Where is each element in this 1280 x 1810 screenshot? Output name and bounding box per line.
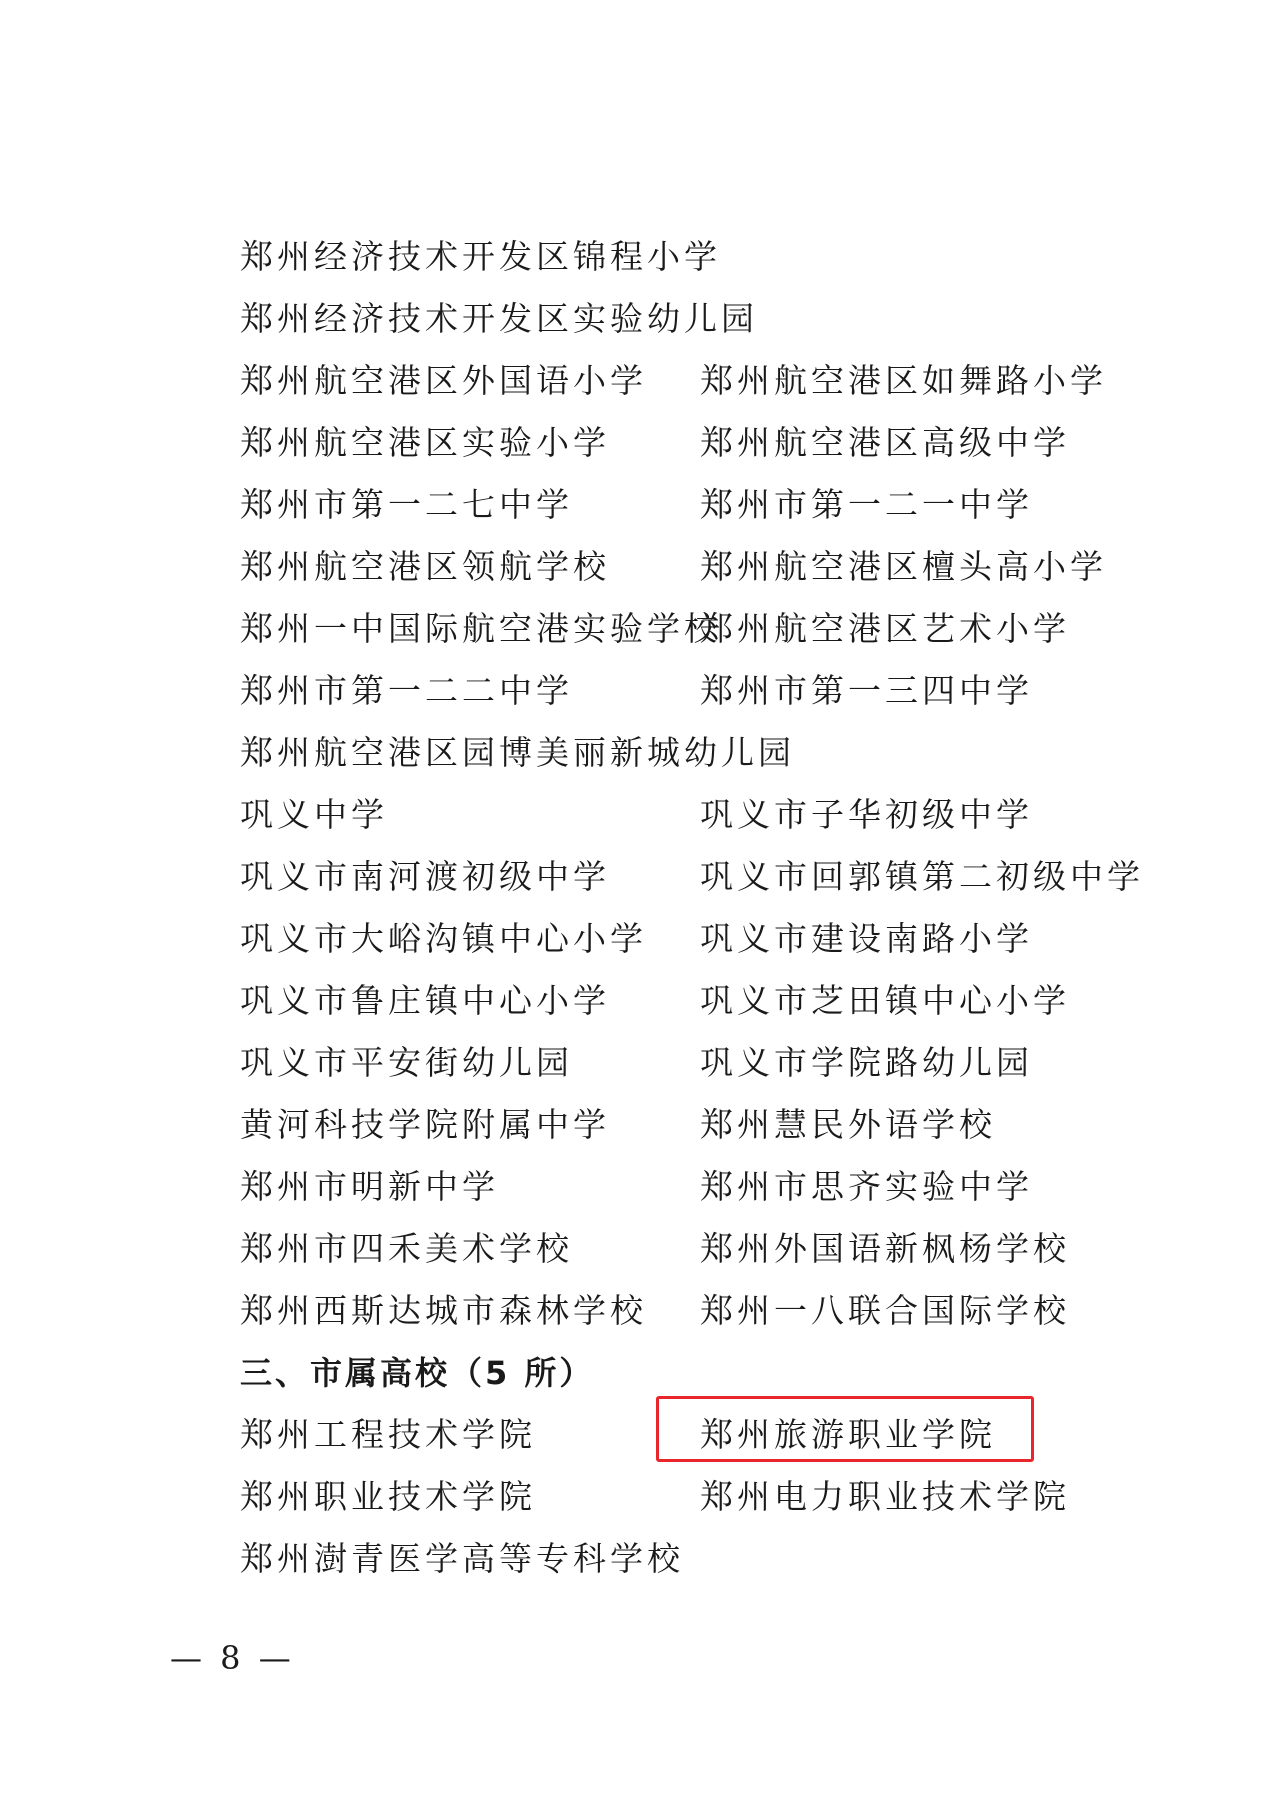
school-name: 郑州市明新中学 xyxy=(240,1167,499,1206)
page-number: — 8 — xyxy=(170,1639,295,1677)
school-name: 郑州一中国际航空港实验学校 xyxy=(240,609,721,648)
list-row xyxy=(240,350,1140,412)
list-row xyxy=(240,660,1140,722)
school-name: 郑州市第一三四中学 xyxy=(700,671,1033,710)
school-list xyxy=(240,226,1144,1590)
school-name: 郑州航空港区檀头高小学 xyxy=(700,547,1107,586)
school-name: 郑州市第一二七中学 xyxy=(240,485,573,524)
list-row xyxy=(240,784,1140,846)
school-name: 郑州市思齐实验中学 xyxy=(700,1167,1033,1206)
list-row xyxy=(240,846,1144,908)
school-name: 郑州市第一二二中学 xyxy=(240,671,573,710)
school-name: 郑州航空港区园博美丽新城幼儿园 xyxy=(240,733,795,772)
school-name: 郑州航空港区领航学校 xyxy=(240,547,610,586)
college-name: 郑州澍青医学高等专科学校 xyxy=(240,1539,684,1578)
list-row xyxy=(240,908,1140,970)
school-name: 郑州西斯达城市森林学校 xyxy=(240,1291,647,1330)
college-name: 郑州工程技术学院 xyxy=(240,1415,536,1454)
school-name: 巩义市南河渡初级中学 xyxy=(240,857,610,896)
list-row xyxy=(240,1466,1140,1528)
college-name: 郑州电力职业技术学院 xyxy=(700,1477,1070,1516)
school-name: 巩义市鲁庄镇中心小学 xyxy=(240,981,610,1020)
school-name: 巩义市芝田镇中心小学 xyxy=(700,981,1070,1020)
list-row xyxy=(240,536,1140,598)
list-row xyxy=(240,1156,1140,1218)
school-name: 郑州经济技术开发区实验幼儿园 xyxy=(240,299,758,338)
school-name: 郑州市四禾美术学校 xyxy=(240,1229,573,1268)
school-name: 巩义市子华初级中学 xyxy=(700,795,1033,834)
school-name: 巩义市学院路幼儿园 xyxy=(700,1043,1033,1082)
school-name: 巩义市平安街幼儿园 xyxy=(240,1043,573,1082)
school-name: 黄河科技学院附属中学 xyxy=(240,1105,610,1144)
list-row xyxy=(240,722,1140,784)
section-heading-row xyxy=(240,1342,1140,1404)
highlight-box xyxy=(656,1396,1034,1462)
school-name: 郑州市第一二一中学 xyxy=(700,485,1033,524)
list-row xyxy=(240,1094,1140,1156)
list-row xyxy=(240,1032,1140,1094)
section-heading: 三、市属高校（5 所） xyxy=(240,1354,595,1392)
school-name: 郑州航空港区如舞路小学 xyxy=(700,361,1107,400)
school-name: 郑州外国语新枫杨学校 xyxy=(700,1229,1070,1268)
list-row xyxy=(240,226,1140,288)
list-row xyxy=(240,1528,1140,1590)
school-name: 巩义市大峪沟镇中心小学 xyxy=(240,919,647,958)
school-name: 巩义中学 xyxy=(240,795,388,834)
school-name: 郑州慧民外语学校 xyxy=(700,1105,996,1144)
list-row xyxy=(240,412,1140,474)
list-row xyxy=(240,970,1140,1032)
list-row xyxy=(240,1218,1140,1280)
college-name-highlighted: 郑州旅游职业学院 xyxy=(700,1415,996,1454)
school-name: 郑州航空港区艺术小学 xyxy=(700,609,1070,648)
list-row xyxy=(240,1280,1140,1342)
school-name: 郑州航空港区外国语小学 xyxy=(240,361,647,400)
school-name: 郑州航空港区实验小学 xyxy=(240,423,610,462)
list-row xyxy=(240,288,1140,350)
school-name: 郑州一八联合国际学校 xyxy=(700,1291,1070,1330)
school-name: 郑州经济技术开发区锦程小学 xyxy=(240,237,721,276)
college-name: 郑州职业技术学院 xyxy=(240,1477,536,1516)
school-name: 巩义市回郭镇第二初级中学 xyxy=(700,857,1144,896)
school-name: 巩义市建设南路小学 xyxy=(700,919,1033,958)
school-name: 郑州航空港区高级中学 xyxy=(700,423,1070,462)
list-row xyxy=(240,474,1140,536)
list-row xyxy=(240,598,1140,660)
